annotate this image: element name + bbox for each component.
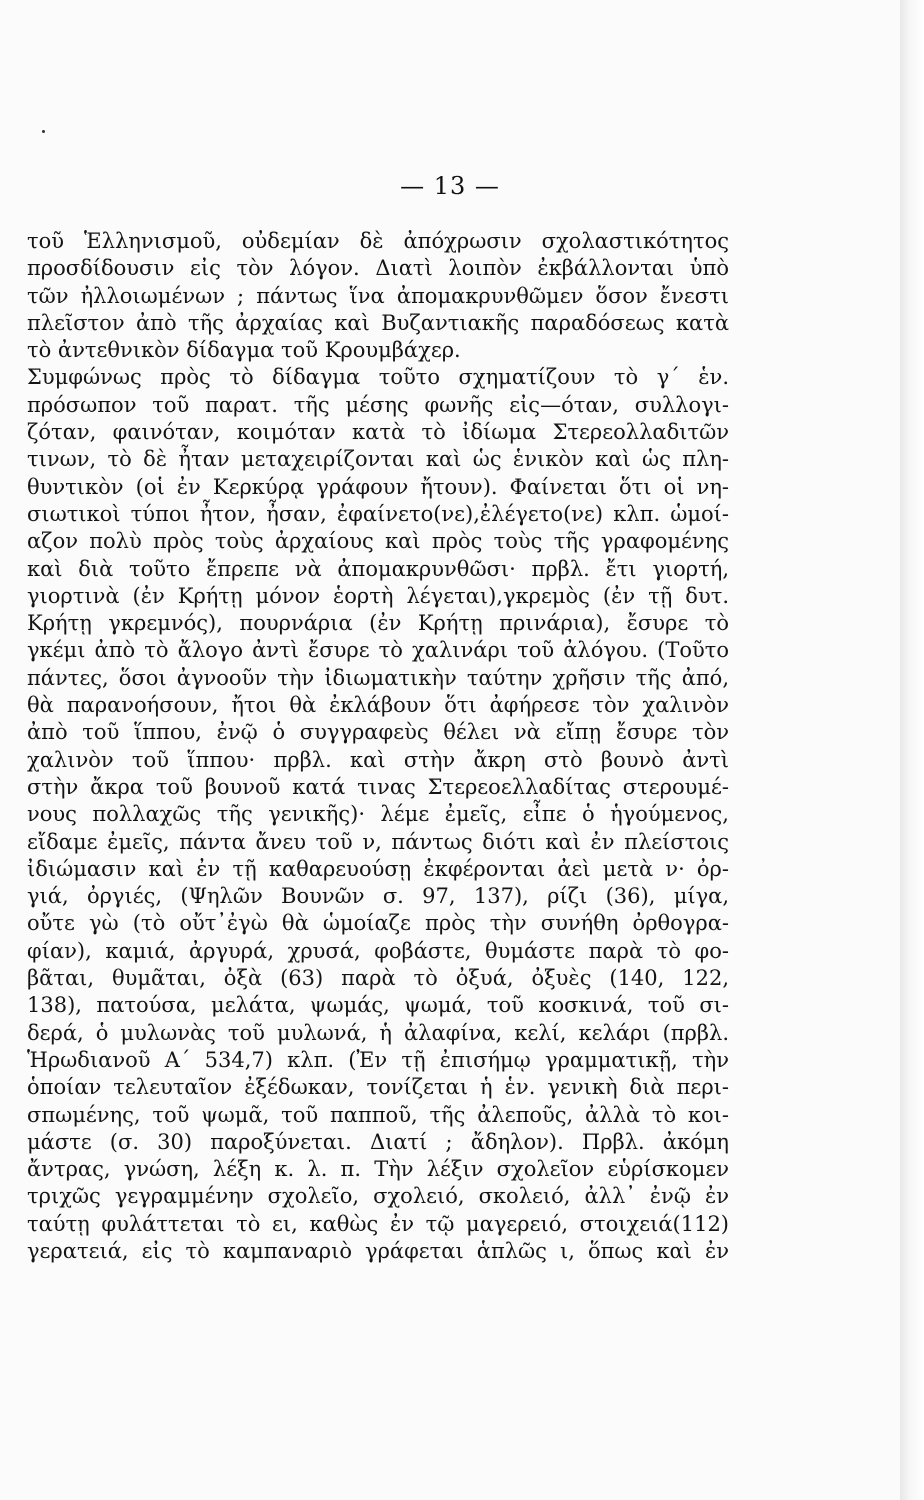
text-line: σιωτικοὶ τύποι ἦτον, ἦσαν, ἐφαίνετο(νε),ἐλέγετο(νε) κλπ. ὡμοί-: [27, 501, 729, 526]
text-line: τὸ ἀντεθνικὸν δίδαγμα τοῦ Κρουμβάχερ.: [27, 338, 461, 363]
text-line: πλεῖστον ἀπὸ τῆς ἀρχαίας καὶ Βυζαντιακῆς παραδόσεως κατὰ: [27, 310, 729, 335]
text-line: μάστε (σ. 30) παροξύνεται. Διατί ; ἄδηλον). Πρβλ. ἀκόμη: [27, 1129, 729, 1154]
text-line: τινων, τὸ δὲ ἦταν μεταχειρίζονται καὶ ὡς ἑνικὸν καὶ ὡς πλη-: [27, 447, 729, 472]
text-line: ἰδιώμασιν καὶ ἐν τῇ καθαρευούσῃ ἐκφέρονται ἀεὶ μετὰ ν· ὀρ-: [27, 856, 729, 881]
page-number: — 13 —: [400, 172, 500, 200]
text-line: οὔτε γὼ (τὸ οὔτ᾽ἐγὼ θὰ ὡμοίαζε πρὸς τὴν συνήθη ὀρθογρα-: [27, 911, 729, 936]
ink-speck: [42, 130, 45, 133]
text-line: στὴν ἄκρα τοῦ βουνοῦ κατά τινας Στερεοελλαδίτας στερουμέ-: [27, 774, 729, 799]
text-line: ὁποίαν τελευταῖον ἐξέδωκαν, τονίζεται ἡ ἑν. γενικὴ διὰ περι-: [27, 1075, 729, 1100]
text-line: ταύτῃ φυλάττεται τὸ ει, καθὼς ἐν τῷ μαγερειό, στοιχειά(112): [27, 1211, 729, 1236]
text-line: ἀπὸ τοῦ ἵππου, ἐνῷ ὁ συγγραφεὺς θέλει νὰ εἴπῃ ἔσυρε τὸν: [27, 720, 729, 745]
text-line: τοῦ Ἑλληνισμοῦ, οὐδεμίαν δὲ ἀπόχρωσιν σχολαστικότητος: [27, 229, 729, 253]
text-line: θὰ παρανοήσουν, ἤτοι θὰ ἐκλάβουν ὅτι ἀφήρεσε τὸν χαλινὸν: [27, 693, 729, 718]
text-line: τῶν ἠλλοιωμένων ; πάντως ἵνα ἀπομακρυνθῶμεν ὅσον ἔνεστι: [27, 283, 729, 308]
text-line: καὶ διὰ τοῦτο ἔπρεπε νὰ ἀπομακρυνθῶσι· πρβλ. ἔτι γιορτή,: [27, 556, 729, 581]
text-line: γκέμι ἀπὸ τὸ ἄλογο ἀντὶ ἔσυρε τὸ χαλινάρι τοῦ ἀλόγου. (Τοῦτο: [27, 638, 729, 663]
text-line: νους πολλαχῶς τῆς γενικῆς)· λέμε ἐμεῖς, εἶπε ὁ ἡγούμενος,: [27, 802, 729, 827]
text-line: Ἡρωδιανοῦ Α΄ 534,7) κλπ. (Ἐν τῇ ἐπισήμῳ γραμματικῇ, τὴν: [27, 1047, 729, 1072]
text-line: δερά, ὁ μυλωνὰς τοῦ μυλωνά, ἡ ἀλαφίνα, κελί, κελάρι (πρβλ.: [27, 1020, 729, 1045]
text-line: πρόσωπον τοῦ παρατ. τῆς μέσης φωνῆς εἰς—όταν, συλλογι-: [27, 392, 729, 417]
text-line: γιά, ὀργιές, (Ψηλῶν Βουνῶν σ. 97, 137), ρίζι (36), μίγα,: [27, 884, 729, 909]
text-line: τριχῶς γεγραμμένην σχολεῖο, σχολειό, σκολειό, ἀλλ᾽ ἐνῷ ἐν: [27, 1184, 729, 1209]
text-line: ἄντρας, γνώση, λέξη κ. λ. π. Τὴν λέξιν σχολεῖον εὑρίσκομεν: [27, 1157, 729, 1182]
text-line: θυντικὸν (οἱ ἐν Κερκύρᾳ γράφουν ἤτουν). Φαίνεται ὅτι οἱ νη-: [27, 474, 729, 499]
text-line: χαλινὸν τοῦ ἵππου· πρβλ. καὶ στὴν ἄκρη στὸ βουνὸ ἀντὶ: [27, 747, 729, 772]
text-line: αζον πολὺ πρὸς τοὺς ἀρχαίους καὶ πρὸς τοὺς τῆς γραφομένης: [27, 529, 729, 554]
text-line: πάντες, ὅσοι ἀγνοοῦν τὴν ἰδιωματικὴν ταύτην χρῆσιν τῆς ἀπό,: [27, 665, 729, 690]
text-line: εἴδαμε ἐμεῖς, πάντα ἄνευ τοῦ ν, πάντως διότι καὶ ἐν πλείστοις: [27, 829, 729, 854]
text-line: γιορτινὰ (ἐν Κρήτῃ μόνον ἑορτὴ λέγεται),γκρεμὸς (ἐν τῇ δυτ.: [27, 583, 729, 608]
text-line: Συμφώνως πρὸς τὸ δίδαγμα τοῦτο σχηματίζουν τὸ γ΄ ἑν.: [27, 365, 729, 390]
text-line: Κρήτῃ γκρεμνός), πουρνάρια (ἐν Κρήτῃ πρινάρια), ἔσυρε τὸ: [27, 611, 729, 636]
text-line: ζόταν, φαινόταν, κοιμόταν κατὰ τὸ ἰδίωμα Στερεολλαδιτῶν: [27, 420, 729, 445]
body-text: [27, 228, 729, 1265]
text-line: βᾶται, θυμᾶται, ὀξὰ (63) παρὰ τὸ ὀξυά, ὀξυὲς (140, 122,: [27, 966, 729, 991]
text-line: γερατειά, εἰς τὸ καμπαναριὸ γράφεται ἁπλῶς ι, ὅπως καὶ ἐν: [27, 1238, 729, 1263]
page-edge-shadow: [900, 0, 924, 1500]
text-line: 138), πατούσα, μελάτα, ψωμάς, ψωμά, τοῦ κοσκινά, τοῦ σι-: [27, 993, 729, 1018]
text-line: σπωμένης, τοῦ ψωμᾶ, τοῦ παπποῦ, τῆς ἀλεποῦς, ἀλλὰ τὸ κοι-: [27, 1102, 729, 1127]
text-line: φίαν), καμιά, ἀργυρά, χρυσά, φοβάστε, θυμάστε παρὰ τὸ φο-: [27, 938, 729, 963]
text-line: προσδίδουσιν εἰς τὸν λόγον. Διατὶ λοιπὸν ἐκβάλλονται ὑπὸ: [27, 256, 729, 281]
